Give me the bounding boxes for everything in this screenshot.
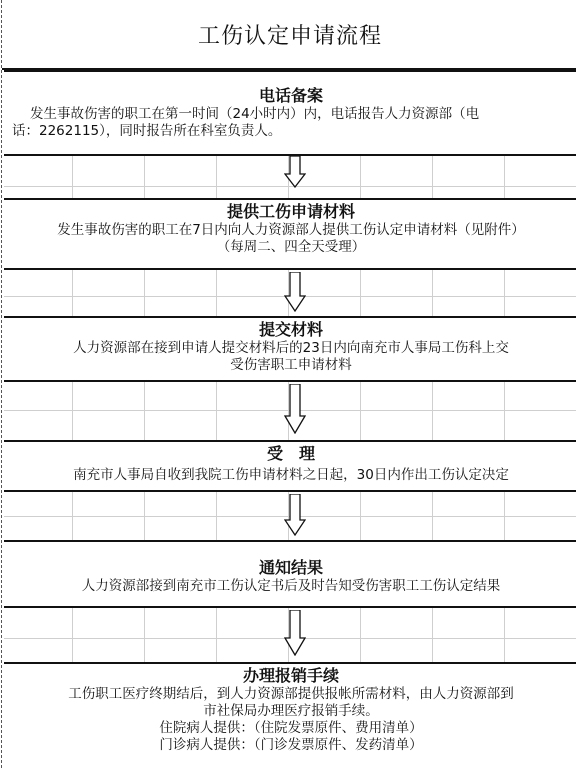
step-box-reimbursement xyxy=(4,662,576,770)
step-heading: 提供工伤申请材料 xyxy=(226,202,355,221)
down-arrow-icon xyxy=(284,494,306,536)
step-heading: 通知结果 xyxy=(258,558,323,577)
step-heading: 提交材料 xyxy=(258,320,323,339)
step-text-line: 工伤职工医疗终期结后，到人力资源部提供报帐所需材料，由人力资源部到 xyxy=(68,686,514,702)
step-box-hand-over-materials xyxy=(4,316,576,382)
step-text-line: 住院病人提供：（住院发票原件、费用清单） xyxy=(159,720,423,736)
step-heading: 电话备案 xyxy=(258,86,323,105)
step-text-line: 发生事故伤害的职工在第一时间（24小时内）内，电话报告人力资源部（电 xyxy=(30,106,480,122)
page-left-border xyxy=(1,0,2,768)
step-box-notify-result xyxy=(4,540,576,608)
page-title: 工伤认定申请流程 xyxy=(197,23,382,49)
step-text-line: 市社保局办理医疗报销手续。 xyxy=(203,703,379,719)
step-text-line: 受伤害职工申请材料 xyxy=(230,357,352,373)
down-arrow-icon xyxy=(284,610,306,656)
step-box-phone-report xyxy=(4,70,576,156)
step-text-line: 人力资源部在接到申请人提交材料后的23日内向南充市人事局工伤科上交 xyxy=(73,340,509,356)
step-text-line: 话：2262115），同时报告所在科室负责人。 xyxy=(12,123,282,139)
step-heading: 办理报销手续 xyxy=(242,666,339,685)
step-text-line: 人力资源部接到南充市工伤认定书后及时告知受伤害职工工伤认定结果 xyxy=(81,578,501,594)
down-arrow-icon xyxy=(284,272,306,312)
step-text-line: 发生事故伤害的职工在7日内向人力资源部人提供工伤认定申请材料（见附件） xyxy=(57,222,525,238)
down-arrow-icon xyxy=(284,156,306,188)
step-text-line: （每周二、四全天受理） xyxy=(216,239,366,255)
title-box xyxy=(2,0,576,70)
step-text-line: 门诊病人提供：（门诊发票原件、发药清单） xyxy=(159,737,423,753)
step-heading: 受 理 xyxy=(266,444,315,463)
step-text-line: 南充市人事局自收到我院工伤申请材料之日起，30日内作出工伤认定决定 xyxy=(73,467,509,483)
step-box-submit-application xyxy=(4,198,576,270)
down-arrow-icon xyxy=(284,384,306,434)
step-box-acceptance xyxy=(4,440,576,492)
